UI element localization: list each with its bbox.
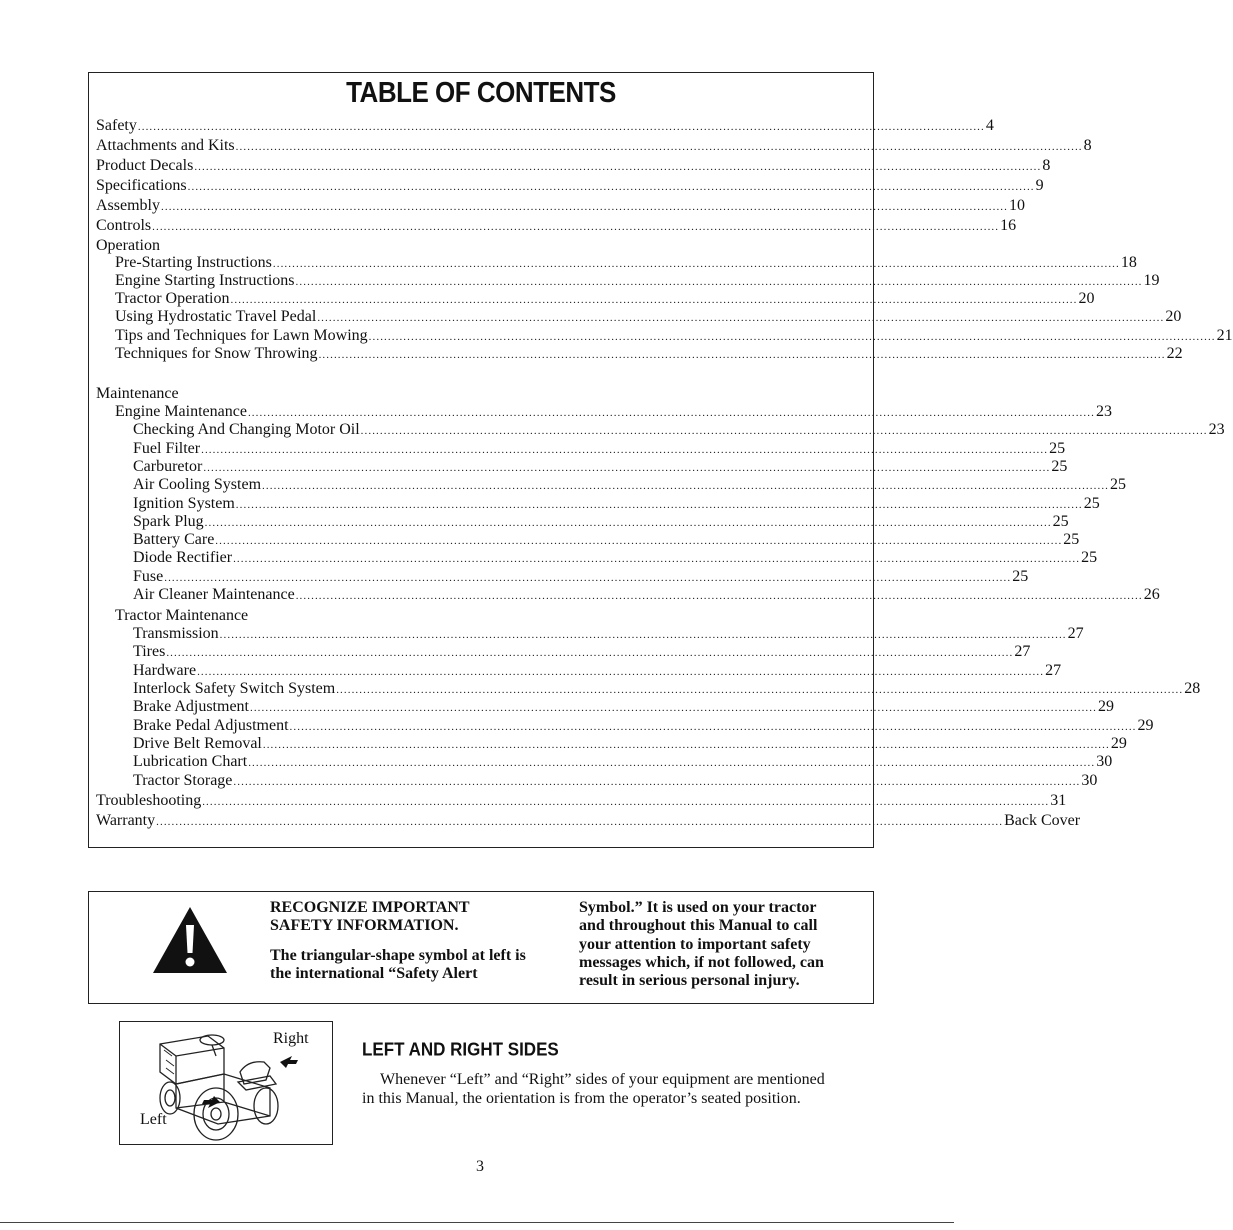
toc-entry	[133, 735, 1127, 754]
toc-leader-dots: ............................................................................................................................................................................................................................	[164, 572, 1012, 584]
toc-entry-label: Controls	[96, 217, 152, 234]
toc-entry	[133, 476, 1127, 495]
toc-entry-label: Lubrication Chart	[133, 753, 248, 770]
toc-entry-page: 29	[1137, 717, 1154, 734]
toc-leader-dots: ............................................................................................................................................................................................................................	[201, 444, 1049, 456]
toc-leader-dots: ............................................................................................................................................................................................................................	[295, 590, 1143, 602]
toc-entry	[133, 643, 1031, 662]
toc-leader-dots: ............................................................................................................................................................................................................................	[219, 629, 1067, 641]
toc-leader-dots: ............................................................................................................................................................................................................................	[235, 141, 1083, 153]
toc-entry	[115, 607, 854, 625]
toc-entry-page: 29	[1097, 698, 1114, 715]
toc-entry-label: Engine Starting Instructions	[115, 272, 295, 289]
toc-entry	[133, 421, 1225, 440]
toc-entry-label: Checking And Changing Motor Oil	[133, 421, 360, 438]
toc-leader-dots: ............................................................................................................................................................................................................................	[289, 721, 1137, 733]
right-label: Right	[273, 1030, 309, 1047]
toc-entry-label: Engine Maintenance	[115, 403, 247, 420]
left-right-body	[362, 1070, 862, 1108]
toc-entry-label: Pre-Starting Instructions	[115, 254, 272, 271]
toc-entry-label: Using Hydrostatic Travel Pedal	[115, 308, 317, 325]
toc-entry-page: 25	[1012, 568, 1029, 585]
safety-text-line: The triangular-shape symbol at left is	[270, 947, 526, 964]
toc-leader-dots: ............................................................................................................................................................................................................................	[233, 776, 1081, 788]
toc-leader-dots: ............................................................................................................................................................................................................................	[295, 276, 1143, 288]
toc-entry-page: 30	[1096, 753, 1113, 770]
toc-leader-dots: ............................................................................................................................................................................................................................	[249, 702, 1097, 714]
toc-entry-page: 25	[1083, 495, 1100, 512]
toc-entry-label: Tips and Techniques for Lawn Mowing	[115, 327, 368, 344]
toc-entry-page: 8	[1083, 137, 1092, 154]
toc-entry-page: 25	[1052, 513, 1069, 530]
toc-leader-dots: ............................................................................................................................................................................................................................	[161, 201, 1008, 213]
toc-entry	[96, 217, 1017, 236]
toc-entry	[96, 792, 1067, 811]
toc-entry-page: 23	[1208, 421, 1225, 438]
toc-entry-label: Hardware	[133, 662, 197, 679]
toc-entry-page: 8	[1042, 157, 1051, 174]
bottom-rule	[0, 1222, 954, 1223]
tractor-orientation-figure	[119, 1021, 333, 1145]
toc-entry-label: Assembly	[96, 197, 160, 214]
toc-leader-dots: ............................................................................................................................................................................................................................	[247, 407, 1095, 419]
toc-entry-label: Spark Plug	[133, 513, 204, 530]
toc-entry-page: 25	[1063, 531, 1080, 548]
left-label: Left	[140, 1111, 167, 1128]
toc-entry-label: Air Cooling System	[133, 476, 262, 493]
toc-entry-page: 26	[1143, 586, 1160, 603]
toc-leader-dots: ............................................................................................................................................................................................................................	[272, 258, 1120, 270]
toc-entry-label: Battery Care	[133, 531, 215, 548]
toc-entry-page: 25	[1051, 458, 1068, 475]
toc-entry	[96, 237, 854, 255]
toc-entry-label: Warranty	[96, 812, 156, 829]
toc-entry-page: 27	[1067, 625, 1084, 642]
toc-entry-label: Carburetor	[133, 458, 203, 475]
toc-entry-label: Techniques for Snow Throwing	[115, 345, 318, 362]
safety-text-line: result in serious personal injury.	[579, 972, 800, 989]
toc-entry	[115, 272, 1160, 291]
toc-entry-page: 10	[1009, 197, 1025, 214]
toc-leader-dots: ............................................................................................................................................................................................................................	[197, 666, 1045, 678]
toc-entry-label: Tractor Operation	[115, 290, 230, 307]
left-right-heading: LEFT AND RIGHT SIDES	[362, 1039, 559, 1060]
toc-entry	[133, 662, 1062, 681]
safety-alert-box	[88, 891, 874, 1004]
left-right-body-line2: in this Manual, the orientation is from the operator’s seated position.	[362, 1090, 801, 1107]
toc-leader-dots: ............................................................................................................................................................................................................................	[262, 739, 1110, 751]
toc-entry-page: 21	[1216, 327, 1233, 344]
toc-entry	[133, 568, 1029, 587]
toc-leader-dots: ............................................................................................................................................................................................................................	[262, 480, 1110, 492]
toc-entry-label: Attachments and Kits	[96, 137, 235, 154]
toc-entry	[133, 458, 1068, 477]
toc-entry-label: Tires	[133, 643, 166, 660]
toc-entry-label: Fuse	[133, 568, 164, 585]
toc-entry-label: Fuel Filter	[133, 440, 201, 457]
toc-entry-label: Air Cleaner Maintenance	[133, 586, 295, 603]
toc-entry	[133, 513, 1069, 532]
page-number: 3	[476, 1158, 484, 1175]
toc-entry-label: Product Decals	[96, 157, 194, 174]
toc-entry-label: Transmission	[133, 625, 219, 642]
toc-entry	[133, 495, 1100, 514]
safety-heading-line2: SAFETY INFORMATION.	[270, 917, 459, 934]
toc-title: TABLE OF CONTENTS	[346, 75, 616, 109]
toc-entry	[133, 531, 1080, 550]
toc-entry	[115, 290, 1095, 309]
toc-entry-label: Maintenance	[96, 385, 179, 402]
left-right-body-line1: Whenever “Left” and “Right” sides of your equipment are mentioned	[380, 1071, 825, 1088]
toc-entry-label: Safety	[96, 117, 137, 134]
toc-entry	[96, 157, 1051, 176]
toc-entry-label: Tractor Maintenance	[115, 607, 249, 624]
toc-entry-label: Brake Adjustment	[133, 698, 249, 715]
toc-entry	[115, 403, 1112, 422]
toc-entry-page: Back Cover	[1004, 812, 1081, 829]
toc-entry	[115, 345, 1183, 364]
toc-leader-dots: ............................................................................................................................................................................................................................	[318, 349, 1166, 361]
safety-text-line: Symbol.” It is used on your tractor	[579, 899, 817, 916]
toc-leader-dots: ............................................................................................................................................................................................................................	[233, 553, 1081, 565]
toc-entry	[96, 137, 1092, 156]
toc-leader-dots: ............................................................................................................................................................................................................................	[360, 425, 1208, 437]
toc-entry-page: 27	[1045, 662, 1062, 679]
toc-entry-page: 25	[1049, 440, 1066, 457]
toc-entry-label: Drive Belt Removal	[133, 735, 262, 752]
toc-entry-label: Interlock Safety Switch System	[133, 680, 336, 697]
toc-entry	[133, 680, 1201, 699]
toc-entry	[133, 586, 1160, 605]
safety-text-line: your attention to important safety	[579, 936, 811, 953]
safety-text-line: the international “Safety Alert	[270, 965, 478, 982]
toc-entry	[133, 698, 1114, 717]
toc-entry-page: 31	[1050, 792, 1067, 809]
toc-entry	[133, 753, 1113, 772]
toc-entry-page: 19	[1143, 272, 1160, 289]
safety-text-line: messages which, if not followed, can	[579, 954, 824, 971]
toc-leader-dots: ............................................................................................................................................................................................................................	[235, 499, 1083, 511]
toc-entry	[133, 440, 1066, 459]
toc-entry-page: 23	[1095, 403, 1112, 420]
warning-triangle-icon	[151, 905, 229, 975]
toc-entry	[96, 117, 994, 136]
toc-leader-dots: ............................................................................................................................................................................................................................	[166, 647, 1014, 659]
toc-entry	[133, 772, 1098, 791]
toc-entry	[96, 385, 854, 403]
toc-entry-page: 30	[1081, 772, 1098, 789]
toc-entry-page: 29	[1110, 735, 1127, 752]
toc-entry	[96, 177, 1044, 196]
toc-entry-label: Diode Rectifier	[133, 549, 233, 566]
table-of-contents-box	[88, 72, 1233, 848]
toc-leader-dots: ............................................................................................................................................................................................................................	[203, 462, 1051, 474]
toc-leader-dots: ............................................................................................................................................................................................................................	[317, 312, 1165, 324]
safety-heading-line1: RECOGNIZE IMPORTANT	[270, 899, 470, 916]
toc-leader-dots: ............................................................................................................................................................................................................................	[156, 816, 1004, 828]
toc-entry	[115, 327, 1233, 346]
toc-leader-dots: ............................................................................................................................................................................................................................	[194, 161, 1042, 173]
toc-entry-label: Tractor Storage	[133, 772, 233, 789]
toc-entry-page: 28	[1184, 680, 1201, 697]
toc-entry	[133, 549, 1098, 568]
toc-leader-dots: ............................................................................................................................................................................................................................	[137, 121, 985, 133]
toc-entry-page: 22	[1166, 345, 1183, 362]
toc-entry	[133, 625, 1084, 644]
toc-entry	[96, 197, 1025, 216]
toc-leader-dots: ............................................................................................................................................................................................................................	[204, 517, 1052, 529]
toc-leader-dots: ............................................................................................................................................................................................................................	[336, 684, 1184, 696]
toc-entry	[133, 717, 1154, 736]
toc-entry-label: Troubleshooting	[96, 792, 202, 809]
toc-entry-page: 20	[1078, 290, 1095, 307]
toc-entry-label: Operation	[96, 237, 160, 254]
toc-entry	[115, 308, 1182, 327]
toc-entry-label: Specifications	[96, 177, 187, 194]
toc-entry	[115, 254, 1137, 273]
toc-leader-dots: ............................................................................................................................................................................................................................	[215, 535, 1063, 547]
toc-entry-page: 27	[1014, 643, 1031, 660]
toc-entry-page: 9	[1035, 177, 1044, 194]
toc-entry-label: Brake Pedal Adjustment	[133, 717, 289, 734]
toc-leader-dots: ............................................................................................................................................................................................................................	[152, 221, 1000, 233]
toc-entry-page: 18	[1120, 254, 1137, 271]
toc-leader-dots: ............................................................................................................................................................................................................................	[368, 331, 1216, 343]
safety-text-line: and throughout this Manual to call	[579, 917, 818, 934]
toc-leader-dots: ............................................................................................................................................................................................................................	[187, 181, 1035, 193]
toc-entry	[96, 812, 1081, 831]
toc-entry-page: 4	[985, 117, 994, 134]
toc-leader-dots: ............................................................................................................................................................................................................................	[202, 796, 1050, 808]
toc-entry-page: 25	[1081, 549, 1098, 566]
toc-entry-label: Ignition System	[133, 495, 235, 512]
toc-leader-dots: ............................................................................................................................................................................................................................	[230, 294, 1078, 306]
toc-entry-page: 25	[1110, 476, 1127, 493]
toc-entry-page: 16	[1000, 217, 1017, 234]
toc-leader-dots: ............................................................................................................................................................................................................................	[248, 757, 1096, 769]
toc-entry-page: 20	[1165, 308, 1182, 325]
